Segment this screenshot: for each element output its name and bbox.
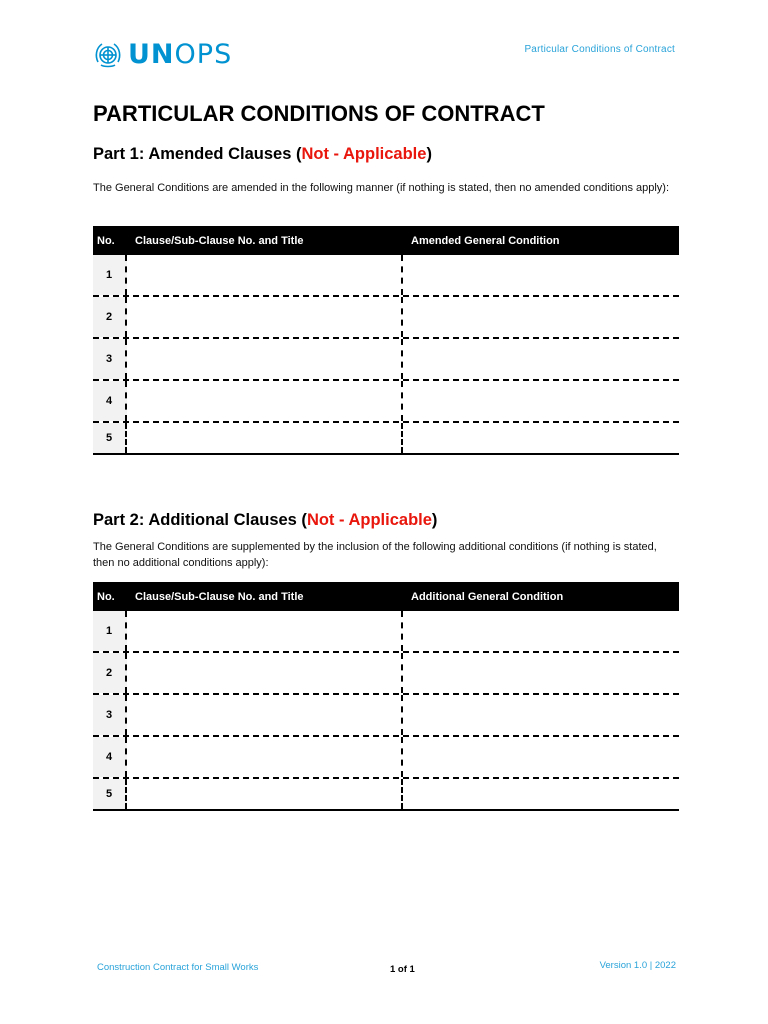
part1-heading: Part 1: Amended Clauses (Not - Applicable): [93, 145, 432, 163]
un-emblem-icon: [93, 40, 123, 70]
condition-cell[interactable]: [403, 695, 679, 735]
column-header-condition: Amended General Condition: [411, 234, 560, 247]
row-number: 1: [93, 255, 127, 295]
column-header-no: No.: [97, 234, 115, 247]
footer-version: Version 1.0 | 2022: [599, 960, 676, 971]
condition-cell[interactable]: [403, 737, 679, 777]
clause-cell[interactable]: [127, 297, 403, 337]
clause-cell[interactable]: [127, 653, 403, 693]
table-header: [93, 582, 679, 611]
footer-page-number: 1 of 1: [390, 964, 415, 975]
page-title: PARTICULAR CONDITIONS OF CONTRACT: [93, 101, 545, 126]
table-row: [93, 737, 679, 779]
table-row: [93, 297, 679, 339]
part2-intro: The General Conditions are supplemented by the inclusion of the following additional conditions (if nothing is stated, then no additional conditions apply):: [93, 541, 657, 569]
footer-contract-name: Construction Contract for Small Works: [97, 962, 259, 973]
unops-logo: [93, 40, 232, 70]
table-row: [93, 653, 679, 695]
condition-cell[interactable]: [403, 611, 679, 651]
table-row: [93, 423, 679, 455]
clause-cell[interactable]: [127, 381, 403, 421]
condition-cell[interactable]: [403, 779, 679, 809]
column-header-clause: Clause/Sub-Clause No. and Title: [135, 234, 304, 247]
table-row: [93, 611, 679, 653]
clause-cell[interactable]: [127, 737, 403, 777]
part2-heading: Part 2: Additional Clauses (Not - Applicable): [93, 511, 438, 529]
part2-status: Not - Applicable: [306, 511, 432, 529]
clause-cell[interactable]: [127, 339, 403, 379]
clause-cell[interactable]: [127, 611, 403, 651]
header-doc-label: Particular Conditions of Contract: [524, 44, 675, 55]
condition-cell[interactable]: [403, 423, 679, 453]
additional-clauses-table: [93, 582, 679, 811]
condition-cell[interactable]: [403, 381, 679, 421]
clause-cell[interactable]: [127, 423, 403, 453]
row-number: 2: [93, 653, 127, 693]
part1-intro: The General Conditions are amended in the following manner (if nothing is stated, then no amended conditions apply):: [93, 182, 670, 194]
row-number: 1: [93, 611, 127, 651]
row-number: 3: [93, 339, 127, 379]
condition-cell[interactable]: [403, 255, 679, 295]
table-row: [93, 255, 679, 297]
row-number: 4: [93, 737, 127, 777]
column-header-clause: Clause/Sub-Clause No. and Title: [135, 590, 304, 603]
row-number: 3: [93, 695, 127, 735]
row-number: 2: [93, 297, 127, 337]
table-header: [93, 226, 679, 255]
clause-cell[interactable]: [127, 255, 403, 295]
row-number: 5: [93, 423, 127, 453]
logo-wordmark: UNOPS: [128, 39, 233, 70]
condition-cell[interactable]: [403, 339, 679, 379]
condition-cell[interactable]: [403, 653, 679, 693]
table-row: [93, 381, 679, 423]
column-header-condition: Additional General Condition: [411, 590, 564, 603]
part1-status: Not - Applicable: [301, 145, 427, 163]
table-row: [93, 779, 679, 811]
clause-cell[interactable]: [127, 779, 403, 809]
row-number: 4: [93, 381, 127, 421]
table-row: [93, 339, 679, 381]
amended-clauses-table: [93, 226, 679, 455]
row-number: 5: [93, 779, 127, 809]
condition-cell[interactable]: [403, 297, 679, 337]
column-header-no: No.: [97, 590, 115, 603]
table-row: [93, 695, 679, 737]
clause-cell[interactable]: [127, 695, 403, 735]
